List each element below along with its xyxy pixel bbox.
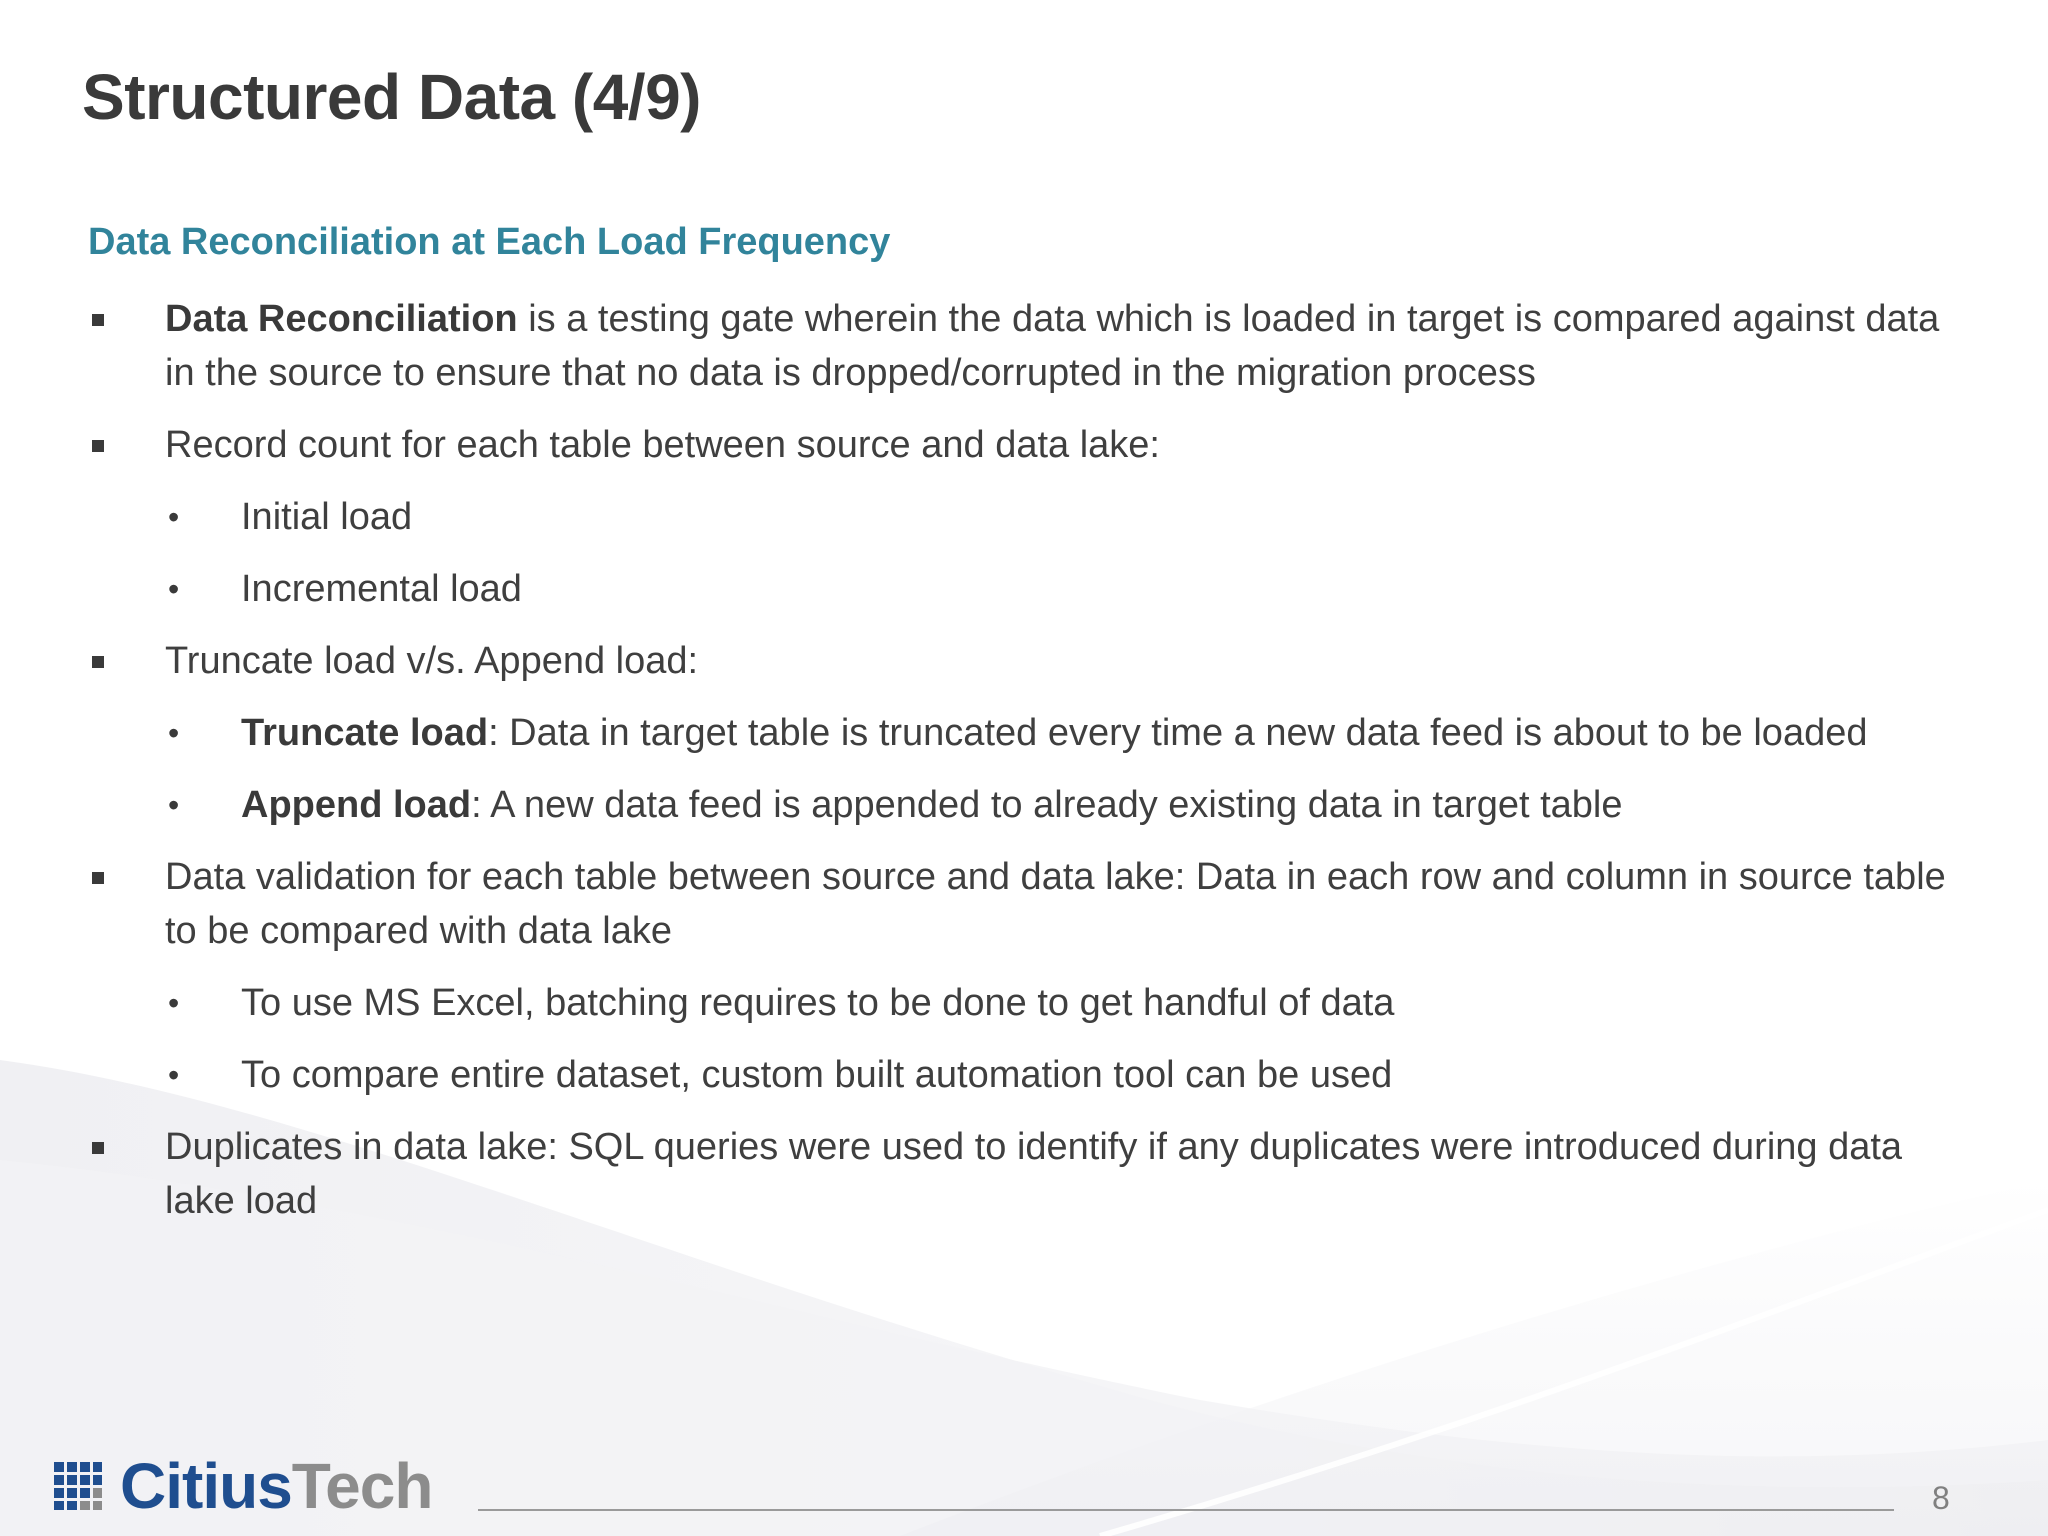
subbullet-truncate-load <box>88 706 1948 760</box>
round-bullet-icon: • <box>168 715 180 751</box>
bullet-text: Incremental load <box>241 568 522 610</box>
subbullet-incremental-load <box>88 562 1948 616</box>
bullet-list <box>88 292 1948 1228</box>
square-bullet-icon <box>92 440 104 452</box>
bullet-bold-text: Data Reconciliation <box>165 298 518 340</box>
bullet-data-reconciliation <box>88 292 1948 400</box>
round-bullet-icon: • <box>168 985 180 1021</box>
logo-text-citius: Citius <box>120 1450 292 1522</box>
bullet-text: Data validation for each table between source and data lake: Data in each row and column in source table to be compared with data lake <box>165 856 1946 952</box>
bullet-text: : A new data feed is appended to already existing data in target table <box>471 784 1623 826</box>
bullet-bold-text: Truncate load <box>241 712 489 754</box>
bullet-text: Initial load <box>241 496 413 538</box>
logo-text-tech: Tech <box>291 1450 433 1522</box>
round-bullet-icon: • <box>168 571 180 607</box>
footer-divider <box>478 1509 1894 1511</box>
subbullet-initial-load <box>88 490 1948 544</box>
bullet-text: is a testing gate wherein the data which is loaded in target is compared against data in the source to ensure that no data is dropped/corrupted in the migration process <box>165 298 1940 394</box>
subbullet-ms-excel <box>88 976 1948 1030</box>
subbullet-append-load <box>88 778 1948 832</box>
round-bullet-icon: • <box>168 1057 180 1093</box>
bullet-duplicates <box>88 1120 1948 1228</box>
round-bullet-icon: • <box>168 499 180 535</box>
bullet-text: Duplicates in data lake: SQL queries were used to identify if any duplicates were introduced during data lake load <box>165 1126 1903 1222</box>
slide-title: Structured Data (4/9) <box>82 61 701 133</box>
bullet-text: To use MS Excel, batching requires to be done to get handful of data <box>241 982 1395 1024</box>
square-bullet-icon <box>92 872 104 884</box>
bullet-text: To compare entire dataset, custom built automation tool can be used <box>241 1054 1393 1096</box>
slide-subtitle: Data Reconciliation at Each Load Frequency <box>88 221 891 263</box>
square-bullet-icon <box>92 656 104 668</box>
square-bullet-icon <box>92 314 104 326</box>
bullet-record-count <box>88 418 1948 472</box>
page-number: 8 <box>1932 1480 1950 1516</box>
subbullet-automation-tool <box>88 1048 1948 1102</box>
bullet-text: : Data in target table is truncated every time a new data feed is about to be loaded <box>488 712 1868 754</box>
logo-wordmark <box>120 1450 433 1522</box>
bullet-text: Truncate load v/s. Append load: <box>165 640 699 682</box>
grid-logo-icon <box>54 1462 102 1510</box>
bullet-data-validation <box>88 850 1948 958</box>
bullet-text: Record count for each table between source and data lake: <box>165 424 1160 466</box>
company-logo <box>54 1450 433 1522</box>
bullet-bold-text: Append load <box>241 784 472 826</box>
round-bullet-icon: • <box>168 787 180 823</box>
bullet-truncate-vs-append <box>88 634 1948 688</box>
square-bullet-icon <box>92 1142 104 1154</box>
